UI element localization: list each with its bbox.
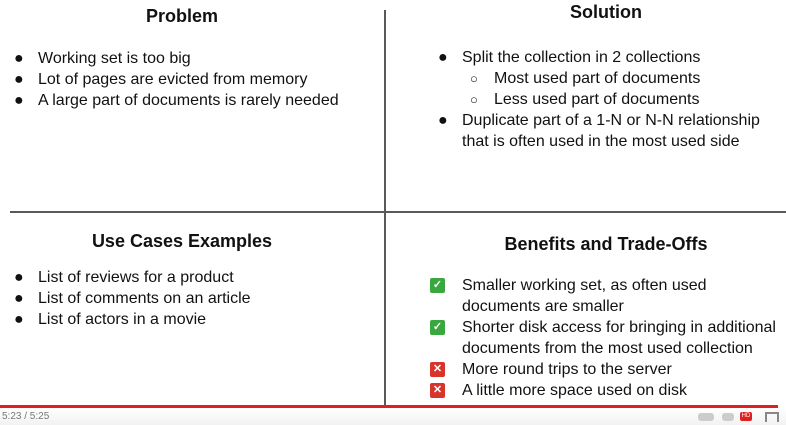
list-subitem: ○ Most used part of documents [470,70,701,87]
list-item: ● A large part of documents is rarely needed [14,92,339,109]
hd-badge-icon[interactable]: HD [741,413,751,419]
bullet-icon: ● [14,92,24,109]
bullet-icon: ● [438,112,448,129]
check-icon: ✓ [430,278,445,293]
time-display: 5:23 / 5:25 [2,411,50,422]
list-item: ● Split the collection in 2 collections [438,49,701,66]
bullet-icon: ● [14,311,24,328]
problem-title: Problem [145,6,219,26]
bullet-icon: ● [14,290,24,307]
use-cases-quadrant [0,213,384,408]
benefits-list [430,275,786,401]
cross-icon: ✕ [430,383,445,398]
hollow-bullet-icon: ○ [470,71,478,86]
bullet-icon: ● [14,269,24,286]
cross-icon: ✕ [430,362,445,377]
bullet-icon: ● [14,50,24,67]
subtitles-icon[interactable] [698,413,714,421]
hollow-bullet-icon: ○ [470,92,478,107]
list-item: ✕ A little more space used on disk [430,380,786,401]
list-item: ✓ Smaller working set, as often used documents are smaller [430,275,786,317]
list-item: ● Lot of pages are evicted from memory [14,71,308,88]
list-item: ● Working set is too big [14,50,191,67]
list-item: ● List of reviews for a product [14,269,234,286]
fullscreen-icon[interactable] [765,412,779,422]
list-subitem: ○ Less used part of documents [470,91,700,108]
check-icon: ✓ [430,320,445,335]
problem-quadrant [0,0,384,211]
use-cases-title: Use Cases Examples [91,231,273,251]
use-cases-list [8,267,358,330]
progress-bar[interactable] [0,405,778,408]
bullet-icon: ● [438,49,448,66]
list-item: ● List of actors in a movie [14,311,207,328]
list-item: ✕ More round trips to the server [430,359,786,380]
solution-list [432,47,786,152]
bullet-icon: ● [14,71,24,88]
solution-title: Solution [570,2,642,22]
problem-list [8,48,358,111]
list-item: ✓ Shorter disk access for bringing in additional documents from the most used collection [430,317,786,359]
benefits-title: Benefits and Trade-Offs [504,234,708,254]
settings-icon[interactable] [722,413,734,421]
benefits-quadrant [386,213,786,408]
list-item: ● Duplicate part of a 1-N or N-N relationship that is often used in the most used side [438,112,760,150]
player-controls [0,408,786,425]
list-item: ● List of comments on an article [14,290,251,307]
solution-quadrant [386,0,786,211]
